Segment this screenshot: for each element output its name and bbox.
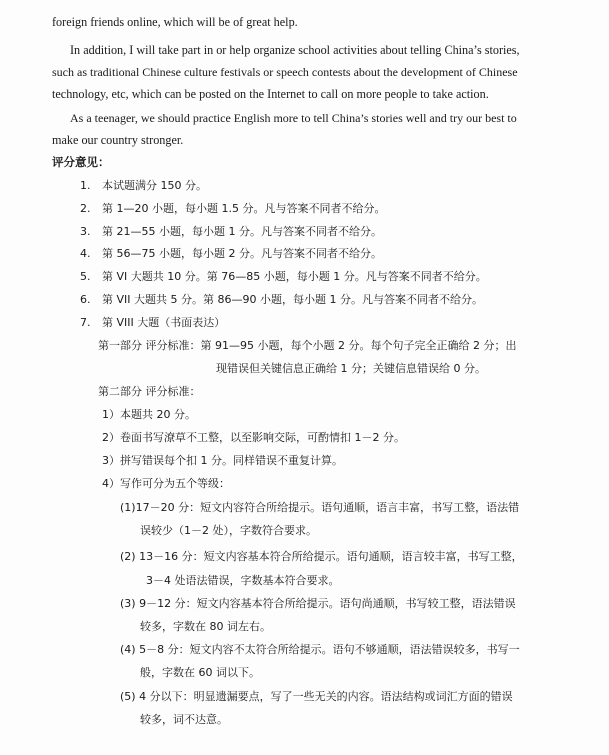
item-text: 第 VI 大题共 10 分。第 76—85 小题，每小题 1 分。凡与答案不同者不给分。	[102, 270, 487, 283]
part2-rule: 1）本题共 20 分。	[102, 408, 196, 421]
item-number: 4.	[80, 247, 91, 260]
essay-line: foreign friends online, which will be of great help.	[52, 15, 298, 29]
essay-line: technology, etc, which can be posted on the Internet to call on more people to take action.	[52, 87, 489, 101]
grading-item	[80, 292, 483, 308]
item-number: 1.	[80, 179, 91, 192]
level-3: (3) 9－12 分：短文内容基本符合所给提示。语句尚通顺，书写较工整，语法错误	[120, 597, 516, 610]
item-number: 6.	[80, 293, 91, 306]
level-5-cont: 较多，词不达意。	[140, 713, 228, 726]
part2-rule: 4）写作可分为五个等级：	[102, 477, 230, 490]
essay-line: As a teenager, we should practice English more to tell China’s stories well and try our best to	[70, 111, 517, 125]
grading-item	[80, 315, 225, 331]
essay-line: such as traditional Chinese culture festivals or speech contests about the development of Chinese	[52, 65, 518, 79]
item-number: 5.	[80, 270, 91, 283]
level-4-cont: 般，字数在 60 词以下。	[140, 666, 260, 679]
item-text: 第 21—55 小题，每小题 1 分。凡与答案不同者不给分。	[102, 225, 382, 238]
part1-criteria-cont: 现错误但关键信息正确给 1 分；关键信息错误给 0 分。	[216, 362, 486, 375]
item-text: 本试题满分 150 分。	[102, 179, 207, 192]
grading-item	[80, 246, 382, 262]
item-text: 第 56—75 小题，每小题 2 分。凡与答案不同者不给分。	[102, 247, 382, 260]
grading-title: 评分意见：	[52, 155, 110, 169]
grading-item	[80, 178, 207, 194]
grading-item	[80, 201, 385, 217]
grading-item	[80, 224, 382, 240]
part2-rule: 3）拼写错误每个扣 1 分。同样错误不重复计算。	[102, 454, 343, 467]
level-5: (5) 4 分以下：明显遗漏要点，写了一些无关的内容。语法结构或词汇方面的错误	[120, 690, 513, 703]
part1-criteria: 第一部分 评分标准：第 91—95 小题，每个小题 2 分。每个句子完全正确给 2 分；出	[98, 339, 517, 352]
item-number: 2.	[80, 202, 91, 215]
essay-line: make our country stronger.	[52, 133, 184, 147]
level-1-cont: 误较少（1－2 处），字数符合要求。	[140, 524, 317, 537]
item-number: 3.	[80, 225, 91, 238]
level-4: (4) 5－8 分：短文内容不太符合所给提示。语句不够通顺，语法错误较多，书写一	[120, 643, 520, 656]
level-1: (1)17－20 分：短文内容符合所给提示。语句通顺，语言丰富，书写工整，语法错	[120, 501, 520, 514]
level-2-cont: 3－4 处语法错误，字数基本符合要求。	[146, 574, 340, 587]
part2-title: 第二部分 评分标准：	[98, 385, 201, 398]
essay-line: In addition, I will take part in or help organize school activities about telling China’s stories,	[70, 43, 520, 57]
grading-item	[80, 269, 487, 285]
item-text: 第 1—20 小题，每小题 1.5 分。凡与答案不同者不给分。	[102, 202, 386, 215]
item-number: 7.	[80, 316, 91, 329]
item-text: 第 VIII 大题（书面表达）	[102, 316, 226, 329]
item-text: 第 VII 大题共 5 分。第 86—90 小题，每小题 1 分。凡与答案不同者不给分。	[102, 293, 483, 306]
part2-rule: 2）卷面书写潦草不工整，以至影响交际，可酌情扣 1－2 分。	[102, 431, 405, 444]
level-3-cont: 较多，字数在 80 词左右。	[140, 620, 271, 633]
level-2: (2) 13－16 分：短文内容基本符合所给提示。语句通顺，语言较丰富，书写工整，	[120, 550, 523, 563]
